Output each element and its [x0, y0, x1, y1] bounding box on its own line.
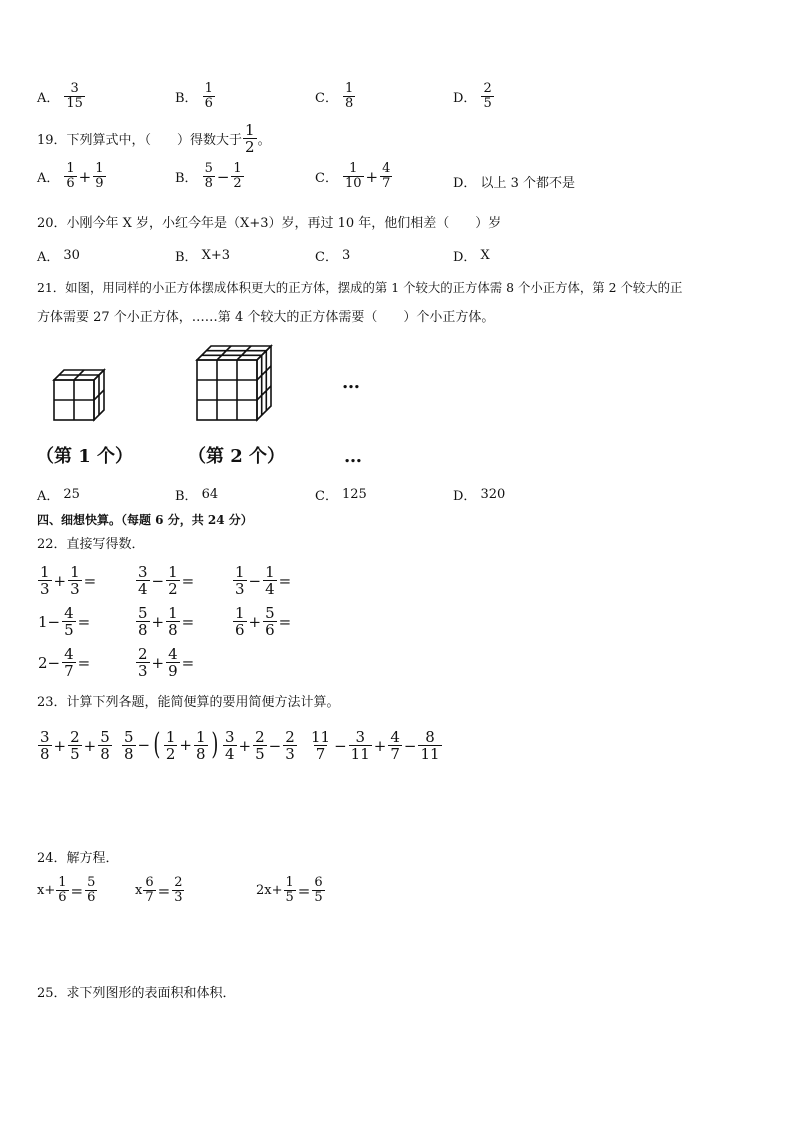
- q23-expr-1: $\frac{3}{8}$ + $\frac{2}{5}$ + $\frac{5}{8}$: [40, 728, 110, 763]
- fraction: $\frac{3}{15}$: [66, 81, 83, 111]
- q24-stem: 24．解方程．: [37, 851, 119, 866]
- q22-item-5: $\frac{5}{8}$ + $\frac{1}{8}$ =: [138, 604, 195, 639]
- q19-option-a: A． $\frac{1}{6}$ + $\frac{1}{9}$: [37, 161, 104, 191]
- q23-stem: 23．计算下列各题，能简便算的要用简便方法计算。: [37, 695, 340, 710]
- figure-caption-1: （第 1 个）: [36, 446, 134, 467]
- figure-caption-2: （第 2 个）: [188, 446, 286, 467]
- fraction: $\frac{1}{2}$: [233, 161, 242, 191]
- figure-dots-top: …: [342, 372, 361, 393]
- q18-option-a: A． $\frac{3}{15}$: [37, 81, 83, 111]
- q23-expr-2: $\frac{5}{8}$ − ( $\frac{1}{2}$ + $\frac{1}{8}$ ): [124, 727, 218, 763]
- fraction: $\frac{1}{2}$: [245, 121, 255, 156]
- q21-option-b: B． 64: [175, 487, 219, 504]
- q18-option-b: B． $\frac{1}{6}$: [175, 81, 213, 111]
- q18-option-c: C． $\frac{1}{8}$: [315, 81, 354, 111]
- q24-equation-1: x+ $\frac{1}{6}$ = $\frac{5}{6}$: [37, 875, 96, 905]
- q22-stem: 22．直接写得数．: [37, 537, 145, 552]
- fraction: $\frac{1}{9}$: [95, 161, 104, 191]
- section-4-title: 四、细想快算。（每题 6 分，共 24 分）: [37, 513, 253, 527]
- q19-option-c: C． $\frac{1}{10}$ + $\frac{4}{7}$: [315, 161, 391, 191]
- fraction: $\frac{4}{7}$: [382, 161, 391, 191]
- fraction: $\frac{1}{6}$: [66, 161, 75, 191]
- q20-option-b: B． X+3: [175, 248, 230, 265]
- q24-equation-2: x $\frac{6}{7}$ = $\frac{2}{3}$: [135, 875, 183, 905]
- q19-option-b: B． $\frac{5}{8}$ − $\frac{1}{2}$: [175, 161, 242, 191]
- fraction: $\frac{1}{6}$: [204, 81, 213, 111]
- fraction: $\frac{1}{10}$: [344, 161, 362, 191]
- fraction: $\frac{5}{8}$: [204, 161, 213, 191]
- q22-item-8: $\frac{2}{3}$ + $\frac{4}{9}$ =: [138, 645, 195, 680]
- q18-option-d: D． $\frac{2}{5}$: [453, 81, 492, 111]
- q19-option-d: D． 以上 3 个都不是: [453, 176, 575, 191]
- q22-item-7: 2− $\frac{4}{7}$ =: [38, 645, 91, 680]
- q21-option-c: C． 125: [315, 487, 367, 504]
- q23-expr-4: $\frac{11}{7}$ − $\frac{3}{11}$ + $\frac{4}{7}$ − $\frac{8}{11}$: [311, 728, 440, 763]
- q22-item-2: $\frac{3}{4}$ − $\frac{1}{2}$ =: [138, 563, 195, 598]
- figure-dots-bottom: …: [344, 446, 363, 467]
- fraction: $\frac{1}{8}$: [344, 81, 354, 111]
- q19-stem: 19．下列算式中，（ ）得数大于 $\frac{1}{2}$ 。: [37, 121, 271, 156]
- q22-item-3: $\frac{1}{3}$ − $\frac{1}{4}$ =: [235, 563, 292, 598]
- cube-figure-2: [193, 342, 277, 424]
- q20-option-d: D． X: [453, 248, 490, 265]
- q22-item-1: $\frac{1}{3}$ + $\frac{1}{3}$ =: [40, 563, 97, 598]
- q22-item-4: 1− $\frac{4}{5}$ =: [38, 604, 91, 639]
- q22-item-6: $\frac{1}{6}$ + $\frac{5}{6}$ =: [235, 604, 292, 639]
- q24-equation-3: 2x+ $\frac{1}{5}$ = $\frac{6}{5}$: [256, 875, 323, 905]
- cube-figure-1: [50, 366, 110, 424]
- q20-option-c: C． 3: [315, 248, 351, 265]
- q25-stem: 25．求下列图形的表面积和体积．: [37, 986, 236, 1001]
- q21-option-d: D． 320: [453, 487, 506, 504]
- q20-stem: 20．小刚今年 X 岁，小红今年是（X+3）岁，再过 10 年，他们相差（ ）岁: [37, 216, 502, 231]
- q21-stem-line1: 21．如图，用同样的小正方体摆成体积更大的正方体，摆成的第 1 个较大的正方体需 8 个小正方体，第 2 个较大的正: [37, 280, 683, 295]
- fraction: $\frac{2}{5}$: [483, 81, 492, 111]
- q21-option-a: A． 25: [37, 487, 80, 504]
- q21-stem-line2: 方体需要 27 个小正方体，……第 4 个较大的正方体需要（ ）个小正方体。: [37, 310, 495, 325]
- q23-expr-3: $\frac{3}{4}$ + $\frac{2}{5}$ − $\frac{2}{3}$: [225, 728, 295, 763]
- q20-option-a: A． 30: [37, 248, 80, 265]
